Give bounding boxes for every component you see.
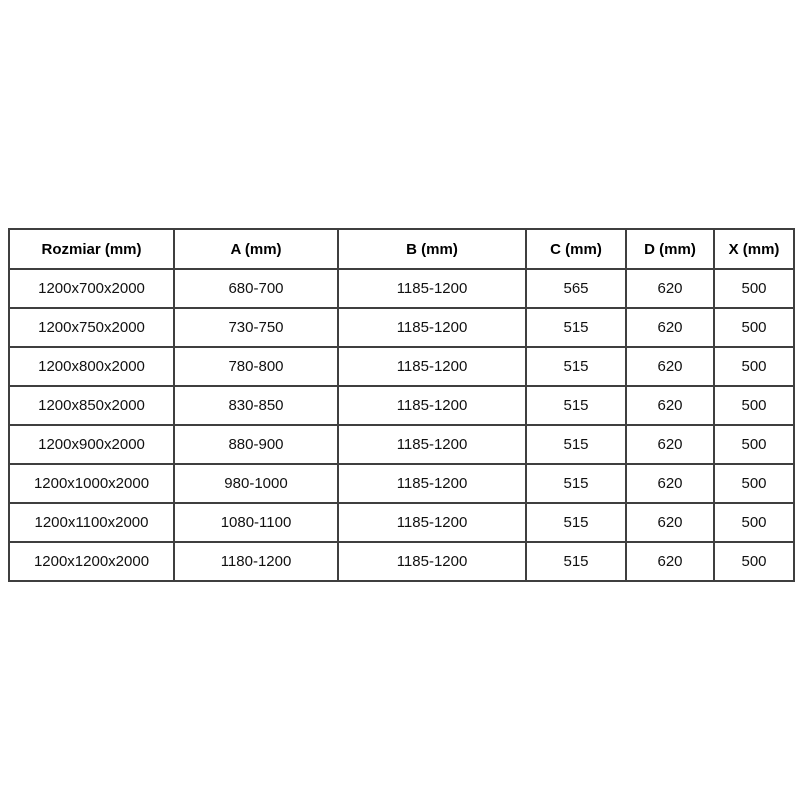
table-cell: 1200x900x2000 xyxy=(9,425,174,464)
table-cell: 1200x1100x2000 xyxy=(9,503,174,542)
table-cell: 1185-1200 xyxy=(338,425,526,464)
table-cell: 620 xyxy=(626,425,714,464)
table-cell: 515 xyxy=(526,347,626,386)
table-row xyxy=(9,464,794,503)
table-cell: 620 xyxy=(626,464,714,503)
table-cell: 1185-1200 xyxy=(338,464,526,503)
header-row xyxy=(9,229,794,269)
table-cell: 1200x1000x2000 xyxy=(9,464,174,503)
table-cell: 500 xyxy=(714,386,794,425)
column-header-d: D (mm) xyxy=(626,229,714,269)
table-cell: 1200x1200x2000 xyxy=(9,542,174,581)
table-row xyxy=(9,269,794,308)
table-cell: 620 xyxy=(626,386,714,425)
table-cell: 780-800 xyxy=(174,347,338,386)
table-row xyxy=(9,425,794,464)
table-cell: 565 xyxy=(526,269,626,308)
table-cell: 1200x800x2000 xyxy=(9,347,174,386)
table-row xyxy=(9,503,794,542)
table-cell: 515 xyxy=(526,542,626,581)
table-cell: 1185-1200 xyxy=(338,269,526,308)
table-cell: 500 xyxy=(714,347,794,386)
table-cell: 500 xyxy=(714,503,794,542)
table-cell: 1180-1200 xyxy=(174,542,338,581)
table-cell: 1080-1100 xyxy=(174,503,338,542)
table-cell: 515 xyxy=(526,503,626,542)
table-cell: 830-850 xyxy=(174,386,338,425)
table-cell: 730-750 xyxy=(174,308,338,347)
table-cell: 980-1000 xyxy=(174,464,338,503)
table-cell: 1185-1200 xyxy=(338,503,526,542)
table-cell: 1185-1200 xyxy=(338,308,526,347)
column-header-a: A (mm) xyxy=(174,229,338,269)
table-cell: 500 xyxy=(714,464,794,503)
column-header-x: X (mm) xyxy=(714,229,794,269)
table-cell: 620 xyxy=(626,347,714,386)
table-cell: 1185-1200 xyxy=(338,542,526,581)
column-header-c: C (mm) xyxy=(526,229,626,269)
table-cell: 1200x850x2000 xyxy=(9,386,174,425)
table-cell: 515 xyxy=(526,425,626,464)
table-body xyxy=(9,269,794,581)
column-header-rozmiar: Rozmiar (mm) xyxy=(9,229,174,269)
table-cell: 500 xyxy=(714,425,794,464)
table-head xyxy=(9,229,794,269)
table-row xyxy=(9,386,794,425)
table-cell: 500 xyxy=(714,542,794,581)
size-spec-table xyxy=(8,228,795,582)
table-cell: 500 xyxy=(714,308,794,347)
table-cell: 1185-1200 xyxy=(338,347,526,386)
column-header-b: B (mm) xyxy=(338,229,526,269)
table-cell: 620 xyxy=(626,308,714,347)
table-cell: 620 xyxy=(626,542,714,581)
table-cell: 880-900 xyxy=(174,425,338,464)
table-cell: 680-700 xyxy=(174,269,338,308)
table-cell: 515 xyxy=(526,464,626,503)
table-cell: 620 xyxy=(626,269,714,308)
table-cell: 620 xyxy=(626,503,714,542)
table-row xyxy=(9,308,794,347)
table-cell: 515 xyxy=(526,308,626,347)
table-cell: 1200x750x2000 xyxy=(9,308,174,347)
table-cell: 515 xyxy=(526,386,626,425)
table-row xyxy=(9,347,794,386)
table-cell: 1200x700x2000 xyxy=(9,269,174,308)
table-row xyxy=(9,542,794,581)
table-cell: 500 xyxy=(714,269,794,308)
table-cell: 1185-1200 xyxy=(338,386,526,425)
